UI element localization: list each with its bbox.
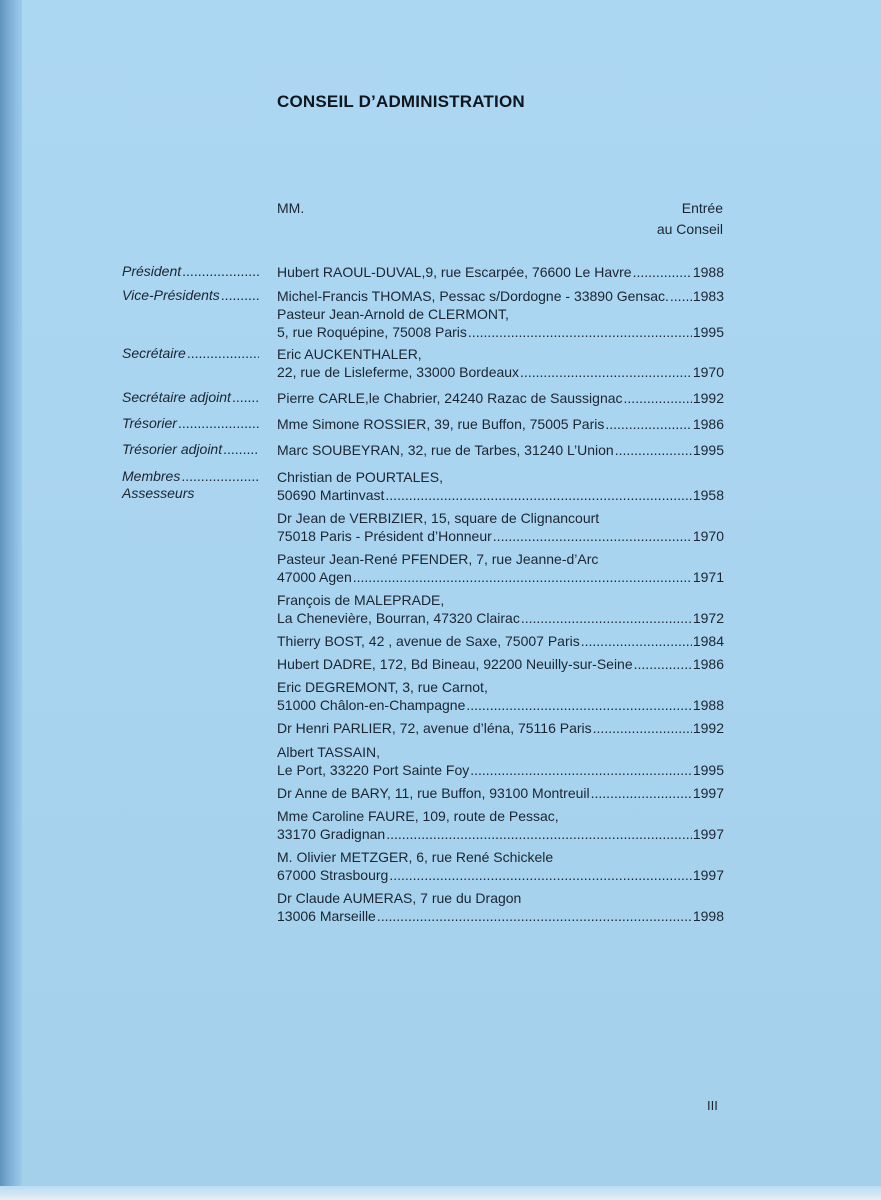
member-entry xyxy=(277,591,724,627)
role-label: Président xyxy=(122,263,182,279)
entry-year: 1997 xyxy=(692,785,724,801)
member-entry xyxy=(277,441,724,459)
member-address: 51000 Châlon-en-Champagne xyxy=(277,697,466,713)
member-address: 33170 Gradignan xyxy=(277,826,386,842)
member-address: 5, rue Roquépine, 75008 Paris xyxy=(277,324,467,340)
member-last-line xyxy=(277,441,724,459)
member-last-line xyxy=(277,696,724,714)
member-last-line xyxy=(277,719,724,737)
member-last-line xyxy=(277,527,724,545)
entry-year: 1988 xyxy=(692,264,724,280)
dot-leader xyxy=(466,696,691,714)
entry-year: 1986 xyxy=(692,656,724,672)
role-label: Secrétaire adjoint xyxy=(122,389,231,405)
page-title: CONSEIL D’ADMINISTRATION xyxy=(277,92,525,111)
role-label: Trésorier adjoint xyxy=(122,441,223,457)
member-address: 67000 Strasbourg xyxy=(277,867,389,883)
page-number: III xyxy=(707,1098,718,1113)
member-address: Pierre CARLE,le Chabrier, 24240 Razac de Saussignac xyxy=(277,390,623,406)
column-header-entry-year xyxy=(600,198,723,240)
dot-leader xyxy=(593,719,692,737)
member-last-line xyxy=(277,655,724,673)
role-secretaire-adjoint xyxy=(122,389,260,406)
dot-leader xyxy=(521,609,692,627)
member-entry xyxy=(277,287,724,305)
member-entry xyxy=(277,678,724,714)
member-last-line xyxy=(277,486,724,504)
dot-leader xyxy=(353,568,692,586)
member-address: Hubert DADRE, 172, Bd Bineau, 92200 Neuilly-sur-Seine xyxy=(277,656,633,672)
dot-leader xyxy=(670,287,692,305)
entry-year: 1970 xyxy=(692,364,724,380)
member-entry xyxy=(277,719,724,737)
entry-year: 1992 xyxy=(692,720,724,736)
member-line: Dr Claude AUMERAS, 7 rue du Dragon xyxy=(277,890,522,906)
role-label-line-2: Assesseurs xyxy=(122,485,195,501)
role-label: Secrétaire xyxy=(122,345,186,361)
member-address: Marc SOUBEYRAN, 32, rue de Tarbes, 31240 L’Union xyxy=(277,442,614,458)
dot-leader xyxy=(389,866,692,884)
entry-year: 1972 xyxy=(692,610,724,626)
member-address: Le Port, 33220 Port Sainte Foy xyxy=(277,762,470,778)
dot-leader xyxy=(470,761,692,779)
role-label: Trésorier xyxy=(122,415,177,431)
dot-leader xyxy=(581,632,692,650)
member-last-line xyxy=(277,389,724,407)
member-entry xyxy=(277,263,724,281)
member-last-line xyxy=(277,568,724,586)
member-line: François de MALEPRADE, xyxy=(277,592,445,608)
member-line: M. Olivier METZGER, 6, rue René Schickele xyxy=(277,849,554,865)
member-entry xyxy=(277,848,724,884)
entry-year: 1998 xyxy=(692,908,724,924)
member-line: Pasteur Jean-Arnold de CLERMONT, xyxy=(277,306,509,322)
member-last-line xyxy=(277,866,724,884)
member-address: La Chenevière, Bourran, 47320 Clairac xyxy=(277,610,520,626)
dot-leader xyxy=(591,784,692,802)
member-line: Dr Jean de VERBIZIER, 15, square de Clignancourt xyxy=(277,510,600,526)
dot-leader xyxy=(624,389,692,407)
entry-year: 1995 xyxy=(692,442,724,458)
member-last-line xyxy=(277,907,724,925)
dot-leader xyxy=(605,415,691,433)
entry-year: 1995 xyxy=(692,324,724,340)
member-entry xyxy=(277,345,724,381)
column-header-names: MM. xyxy=(277,200,305,216)
role-label: Vice-Présidents xyxy=(122,287,220,303)
role-label: Membres xyxy=(122,468,181,484)
member-entry xyxy=(277,389,724,407)
dot-leader xyxy=(377,907,692,925)
entry-year: 1984 xyxy=(692,633,724,649)
entry-year: 1995 xyxy=(692,762,724,778)
member-entry xyxy=(277,415,724,433)
dot-leader xyxy=(468,323,692,341)
dot-leader xyxy=(615,441,692,459)
member-last-line xyxy=(277,609,724,627)
member-entry xyxy=(277,305,724,341)
member-last-line xyxy=(277,323,724,341)
member-line: Albert TASSAIN, xyxy=(277,744,380,760)
role-tresorier-adjoint xyxy=(122,441,260,458)
member-address: Hubert RAOUL-DUVAL,9, rue Escarpée, 76600 Le Havre xyxy=(277,264,632,280)
member-address: 13006 Marseille xyxy=(277,908,376,924)
dot-leader xyxy=(633,263,692,281)
entry-year: 1958 xyxy=(692,487,724,503)
member-entry xyxy=(277,784,724,802)
entry-year: 1971 xyxy=(692,569,724,585)
member-line: Pasteur Jean-René PFENDER, 7, rue Jeanne-d’Arc xyxy=(277,551,599,567)
member-line: Eric AUCKENTHALER, xyxy=(277,346,422,362)
entry-year: 1970 xyxy=(692,528,724,544)
member-entry xyxy=(277,743,724,779)
entry-year: 1988 xyxy=(692,697,724,713)
dot-leader xyxy=(493,527,692,545)
member-address: Thierry BOST, 42 , avenue de Saxe, 75007 Paris xyxy=(277,633,580,649)
role-vice-presidents xyxy=(122,287,260,304)
dot-leader xyxy=(520,363,692,381)
member-entry xyxy=(277,807,724,843)
member-entry xyxy=(277,468,724,504)
member-entry xyxy=(277,632,724,650)
member-last-line xyxy=(277,363,724,381)
member-last-line xyxy=(277,263,724,281)
dot-leader xyxy=(385,486,691,504)
member-address: Michel-Francis THOMAS, Pessac s/Dordogne - 33890 Gensac. xyxy=(277,288,669,304)
member-last-line xyxy=(277,415,724,433)
member-entry xyxy=(277,550,724,586)
member-last-line xyxy=(277,784,724,802)
entry-year: 1992 xyxy=(692,390,724,406)
member-address: 50690 Martinvast xyxy=(277,487,385,503)
member-address: Dr Anne de BARY, 11, rue Buffon, 93100 Montreuil xyxy=(277,785,590,801)
member-last-line xyxy=(277,632,724,650)
role-president xyxy=(122,263,260,280)
role-membres-assesseurs xyxy=(122,468,260,502)
member-address: Mme Simone ROSSIER, 39, rue Buffon, 75005 Paris xyxy=(277,416,605,432)
dot-leader xyxy=(386,825,692,843)
entree-line-2: au Conseil xyxy=(656,221,723,237)
member-line: Mme Caroline FAURE, 109, route de Pessac, xyxy=(277,808,559,824)
member-address: 75018 Paris - Président d’Honneur xyxy=(277,528,492,544)
entry-year: 1997 xyxy=(692,826,724,842)
entree-line-1: Entrée xyxy=(681,200,723,216)
dot-leader xyxy=(634,655,692,673)
binding-spine xyxy=(0,0,22,1200)
member-line: Christian de POURTALES, xyxy=(277,469,443,485)
member-last-line xyxy=(277,287,724,305)
member-last-line xyxy=(277,761,724,779)
entry-year: 1983 xyxy=(692,288,724,304)
entry-year: 1986 xyxy=(692,416,724,432)
member-line: Eric DEGREMONT, 3, rue Carnot, xyxy=(277,679,488,695)
member-last-line xyxy=(277,825,724,843)
member-entry xyxy=(277,655,724,673)
member-entry xyxy=(277,509,724,545)
member-entry xyxy=(277,889,724,925)
role-tresorier xyxy=(122,415,260,432)
member-address: 47000 Agen xyxy=(277,569,352,585)
member-address: Dr Henri PARLIER, 72, avenue d’léna, 75116 Paris xyxy=(277,720,592,736)
member-address: 22, rue de Lisleferme, 33000 Bordeaux xyxy=(277,364,520,380)
role-secretaire xyxy=(122,345,260,362)
page-bottom-edge xyxy=(0,1186,881,1200)
entry-year: 1997 xyxy=(692,867,724,883)
